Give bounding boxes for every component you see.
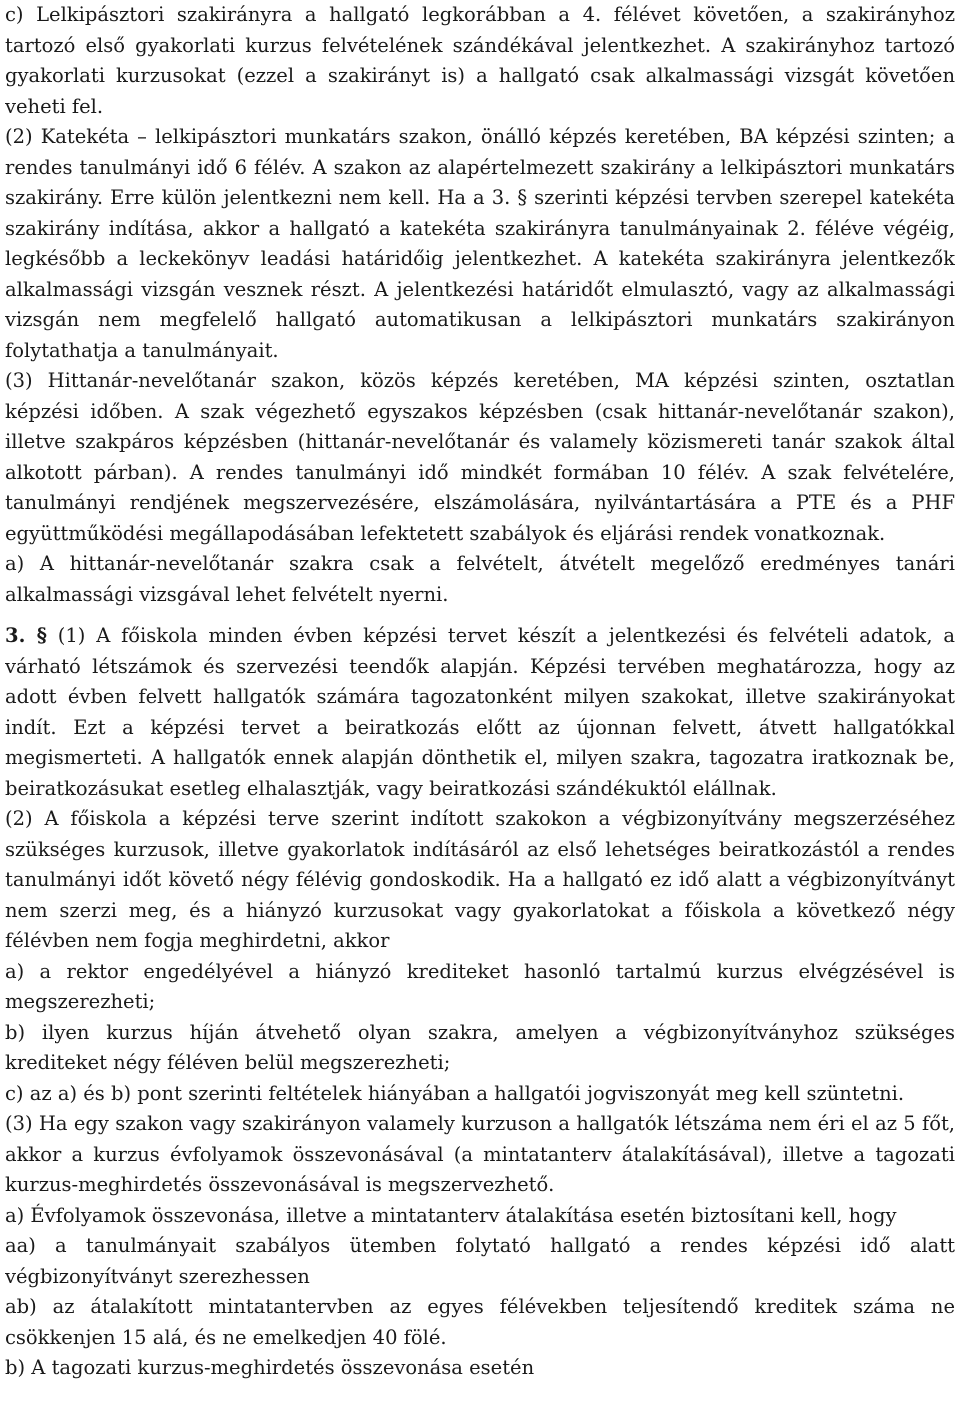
list-item-c-feltetelek: c) az a) és b) pont szerinti feltételek hiányában a hallgatói jogviszonyát meg kell szüntetni. bbox=[5, 1081, 905, 1105]
list-item-b-tagozati: b) A tagozati kurzus-meghirdetés összevonása esetén bbox=[5, 1356, 535, 1379]
paragraph-2-kateketa: (2) Katekéta – lelkipásztori munkatárs szakon, önálló képzés keretében, BA képzési szinten; a rendes tanulmányi idő 6 félév. A szakon az alapértelmezett szakirány a lelkipásztori munkatárs szakirány. Erre külön jelentkezni nem kell. Ha a 3. § szerinti képzési tervben szerepel katekéta szakirány indítása, akkor a hallgató a katekéta szakirányra tanulmányainak 2. féléve végéig, legkésőbb a leckekönyv leadási határidőig jelentkezhet. A katekéta szakirányra jelentkezők alkalmassági vizsgán vesznek részt. A jelentkezési határidőt elmulasztó, vagy az alkalmassági vizsgán nem megfelelő hallgató automatikusan a lelkipásztori munkatárs szakirányon folytathatja a tanulmányait. bbox=[5, 125, 955, 362]
section-3-paragraph-1 bbox=[5, 621, 955, 804]
list-item-a-evfolyamok: a) Évfolyamok összevonása, illetve a mintatanterv átalakítása esetén biztosítani kell, hogy bbox=[5, 1203, 897, 1227]
section-3-paragraph-2: (2) A főiskola a képzési terve szerint indított szakokon a végbizonyítvány megszerzéséhez szükséges kurzusok, illetve gyakorlatok indításáról az első lehetséges beiratkozástól a rendes tanulmányi időt követő négy félévig gondoskodik. Ha a hallgató ez idő alatt a végbizonyítványt nem szerzi meg, és a hiányzó kurzusokat vagy gyakorlatokat a főiskola a következő négy félévben nem fogja meghirdetni, akkor bbox=[5, 807, 955, 952]
section-3-paragraph-3: (3) Ha egy szakon vagy szakirányon valamely kurzuson a hallgatók létszáma nem éri el az 5 főt, akkor a kurzus évfolyamok összevonásával (a mintatanterv átalakításával), illetve a tagozati kurzus-meghirdetés összevonásával is megszervezhető. bbox=[5, 1112, 955, 1196]
list-item-a-rektor: a) a rektor engedélyével a hiányzó krediteket hasonló tartalmú kurzus elvégzésével is megszerezheti; bbox=[5, 959, 955, 1013]
section-gap bbox=[5, 610, 955, 621]
section-number: 3. § bbox=[5, 624, 47, 647]
paragraph-c-lelkipasztori: c) Lelkipásztori szakirányra a hallgató legkorábban a 4. félévet követően, a szakirányhoz tartozó első gyakorlati kurzus felvételének szándékával jelentkezhet. A szakirányhoz tartozó gyakorlati kurzusokat (ezzel a szakirányt is) a hallgató csak alkalmassági vizsgát követően veheti fel. bbox=[5, 3, 955, 118]
document-page bbox=[5, 0, 955, 1428]
list-item-aa: aa) a tanulmányait szabályos ütemben folytató hallgató a rendes képzési idő alatt végbizonyítványt szerezhessen bbox=[5, 1234, 955, 1288]
list-item-b-kurzus: b) ilyen kurzus híján átvehető olyan szakra, amelyen a végbizonyítványhoz szükséges krediteket négy féléven belül megszerezheti; bbox=[5, 1020, 955, 1074]
paragraph-a-hittanar-felvetel: a) A hittanár-nevelőtanár szakra csak a felvételt, átvételt megelőző eredményes tanári alkalmassági vizsgával lehet felvételt nyerni. bbox=[5, 552, 955, 606]
list-item-ab: ab) az átalakított mintatantervben az egyes félévekben teljesítendő kreditek száma ne csökkenjen 15 alá, és ne emelkedjen 40 fölé. bbox=[5, 1295, 955, 1349]
paragraph-3-hittanar: (3) Hittanár-nevelőtanár szakon, közös képzés keretében, MA képzési szinten, osztatlan képzési időben. A szak végezhető egyszakos képzésben (csak hittanár-nevelőtanár szakon), illetve szakpáros képzésben (hittanár-nevelőtanár és valamely közismereti tanár szakok által alkotott párban). A rendes tanulmányi idő mindkét formában 10 félév. A szak felvételére, tanulmányi rendjének megszervezésére, elszámolására, nyilvántartására a PTE és a PHF együttműködési megállapodásában lefektetett szabályok és eljárási rendek vonatkoznak. bbox=[5, 369, 955, 545]
section-3-paragraph-1-text: (1) A főiskola minden évben képzési tervet készít a jelentkezési és felvételi adatok, a várható létszámok és szervezési teendők alapján. Képzési tervében meghatározza, hogy az adott évben felvett hallgatók számára tagozatonként milyen szakokat, illetve szakirányokat indít. Ezt a képzési tervet a beiratkozás előtt az újonnan felvett, átvett hallgatókkal megismerteti. A hallgatók ennek alapján dönthetik el, milyen szakra, tagozatra iratkoznak be, beiratkozásukat esetleg elhalasztják, vagy beiratkozási szándékuktól elállnak. bbox=[5, 624, 955, 800]
